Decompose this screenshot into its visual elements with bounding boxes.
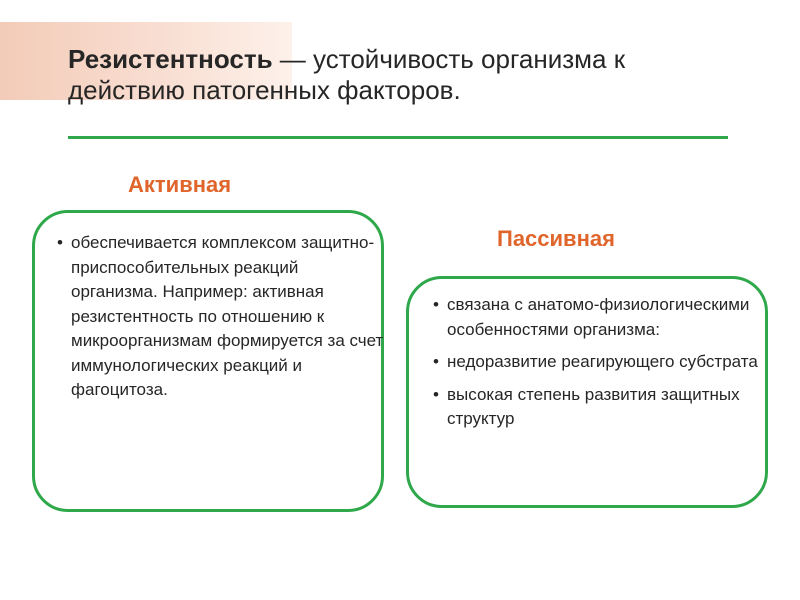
slide-title <box>68 44 628 106</box>
passive-item-2: • недоразвитие реагирующего субстрата <box>433 350 759 375</box>
heading-active: Активная <box>128 172 232 197</box>
passive-item-1: • связана с анатомо-физиологическими особенностями организма: <box>433 293 759 342</box>
heading-passive: Пассивная <box>497 226 615 251</box>
title-underline <box>68 136 728 139</box>
title-definition: — устойчивость организма к действию патогенных факторов. <box>68 44 626 105</box>
active-box <box>32 210 384 512</box>
title-term: Резистентность <box>68 44 273 74</box>
active-item-1: • обеспечивается комплексом защитно-приспособительных реакций организма. Например: активная резистентность по отношению к микроорганизмам формируется за счет иммунологических реакций и фагоцитоза. <box>57 231 385 403</box>
passive-box <box>406 276 768 508</box>
passive-item-3: • высокая степень развития защитных структур <box>433 383 759 432</box>
passive-list <box>433 293 759 440</box>
active-list <box>57 231 385 403</box>
